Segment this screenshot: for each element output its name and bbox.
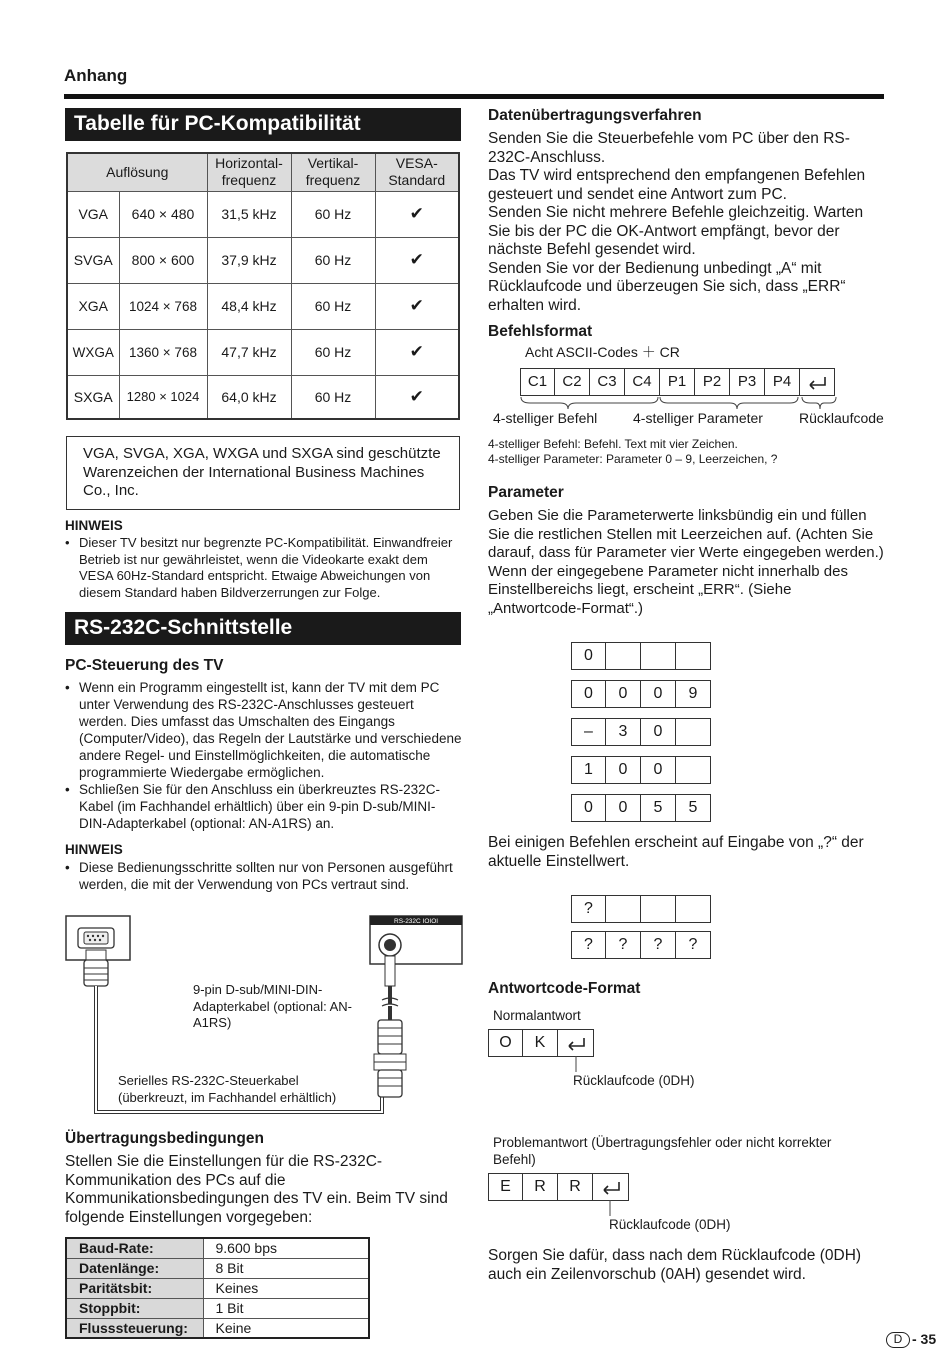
check-icon: ✔	[375, 191, 459, 237]
table-row: Stoppbit: 1 Bit	[66, 1298, 369, 1318]
list-item: • Wenn ein Programm eingestellt ist, kann der TV mit dem PC unter Verwendung des RS-232C-Anschlusses gesteuert werden. Dies umfasst das Umschalten des Eingangs (Computer/Video), das Regeln der Lautstärke und verschiedene andere Regel- und Einstellmöglichkeiten, die automatische programmierte Wiedergabe ermöglichen.	[64, 679, 462, 781]
param-example: 0 0 0 9	[571, 680, 711, 708]
note-title: HINWEIS	[65, 842, 123, 857]
return-label: Rücklaufcode	[799, 410, 884, 426]
format-caption: Acht ASCII-Codes ＋ CR	[525, 344, 680, 360]
rs232-title: RS-232C-Schnittstelle	[65, 612, 461, 645]
pc-control-heading: PC-Steuerung des TV	[65, 657, 224, 674]
trademark-box: VGA, SVGA, XGA, WXGA und SXGA sind geschützte Warenzeichen der International Business Machines Co., Inc.	[66, 436, 460, 510]
format-heading: Befehlsformat	[488, 323, 593, 340]
return-icon	[593, 1173, 629, 1201]
compat-table	[66, 152, 460, 420]
normal-response: O K	[488, 1029, 594, 1057]
problem-return-label: Rücklaufcode (0DH)	[609, 1217, 731, 1232]
check-icon: ✔	[375, 237, 459, 283]
response-heading: Antwortcode-Format	[488, 980, 641, 997]
table-row: WXGA 1360 × 768 47,7 kHz 60 Hz ✔	[67, 329, 459, 375]
param-example: 0 0 5 5	[571, 794, 711, 822]
parameter-text: Geben Sie die Parameterwerte linksbündig ein und füllen Sie die restlichen Stellen mit Leerzeichen auf. (Achten Sie darauf, dass für Parameter vier Werte eingegeben werden.) Wenn der eingegebene Parameter nicht innerhalb des Einstellbereichs liegt, erscheint „ERR“. (Siehe „Antwortcode-Format“.)	[488, 507, 884, 617]
check-icon: ✔	[375, 375, 459, 419]
param-example: 0	[571, 642, 711, 670]
return-icon	[800, 368, 835, 396]
param-label: 4-stelliger Parameter	[633, 410, 763, 426]
pointer-line	[570, 1056, 590, 1074]
transfer-text: Senden Sie die Steuerbefehle vom PC über den RS-232C-Anschluss. Das TV wird entsprechend den empfangenen Befehlen gesteuert und sendet eine Antwort zum PC. Senden Sie nicht mehrere Befehle gleichzeitig. Warten Sie bis der PC die OK-Antwort empfängt, bevor der nächste Befehl gesendet wird. Senden Sie vor der Bedienung unbedingt „A“ mit Rücklaufcode und überzeugen Sie sich, dass „ERR“ erhalten wird.	[488, 130, 866, 314]
list-item: • Diese Bedienungsschritte sollten nur von Personen ausgeführt werden, die mit der Verwendung von PCs vertraut sind.	[64, 859, 459, 893]
compat-note	[64, 535, 464, 601]
problem-response: E R R	[488, 1173, 629, 1201]
check-icon: ✔	[375, 329, 459, 375]
page-number: - 35	[912, 1331, 937, 1347]
list-item: • Dieser TV besitzt nur begrenzte PC-Kompatibilität. Einwandfreier Betrieb ist nur gewährleistet, wenn die Videokarte exakt dem VESA 60Hz-Standard entspricht. Etwaige Abweichungen von diesem Standard haben Bildverzerrungen zur Folge.	[64, 535, 464, 601]
compat-title: Tabelle für PC-Kompatibilität	[65, 108, 461, 141]
rs232-note	[64, 859, 459, 893]
format-notes: 4-stelliger Befehl: Befehl. Text mit vier Zeichen. 4-stelliger Parameter: Parameter 0 – 9, Leerzeichen, ?	[488, 437, 778, 466]
settings-table	[65, 1237, 370, 1339]
return-icon	[558, 1029, 594, 1057]
note-title: HINWEIS	[65, 518, 123, 533]
list-item: • Schließen Sie für den Anschluss ein überkreuztes RS-232C-Kabel (im Fachhandel erhältlich) über ein 9-pin D-sub/MINI-DIN-Adapterkabel (optional: AN-A1RS) an.	[64, 781, 462, 832]
port-label: RS-232C IOIOI	[394, 918, 439, 925]
table-row: SXGA 1280 × 1024 64,0 kHz 60 Hz ✔	[67, 375, 459, 419]
table-row: VGA 640 × 480 31,5 kHz 60 Hz ✔	[67, 191, 459, 237]
normal-label: Normalantwort	[493, 1008, 581, 1023]
parameter-heading: Parameter	[488, 484, 564, 501]
col-horizontal: Horizontal- frequenz	[207, 153, 291, 191]
language-badge: D	[886, 1332, 910, 1348]
table-row: Datenlänge: 8 Bit	[66, 1258, 369, 1278]
command-format-cells: C1 C2 C3 C4 P1 P2 P3 P4	[520, 368, 835, 396]
normal-return-label: Rücklaufcode (0DH)	[573, 1073, 695, 1088]
header-rule	[64, 94, 884, 99]
query-example: ?	[571, 895, 711, 923]
pc-control-list	[64, 679, 462, 832]
pointer-line	[604, 1200, 624, 1218]
table-row: Flusssteuerung: Keine	[66, 1318, 369, 1338]
param-example: – 3 0	[571, 718, 711, 746]
query-example: ? ? ? ?	[571, 931, 711, 959]
col-vertical: Vertikal- frequenz	[291, 153, 375, 191]
check-icon: ✔	[375, 283, 459, 329]
col-vesa: VESA- Standard	[375, 153, 459, 191]
closing-text: Sorgen Sie dafür, dass nach dem Rücklaufcode (0DH) auch ein Zeilenvorschub (0AH) gesendet wird.	[488, 1247, 862, 1283]
table-row: XGA 1024 × 768 48,4 kHz 60 Hz ✔	[67, 283, 459, 329]
col-resolution: Auflösung	[67, 153, 207, 191]
problem-label: Problemantwort (Übertragungsfehler oder nicht korrekter Befehl)	[493, 1135, 832, 1167]
cmd-label: 4-stelliger Befehl	[493, 410, 598, 426]
conditions-heading: Übertragungsbedingungen	[65, 1130, 264, 1147]
table-row: Baud-Rate: 9.600 bps	[66, 1238, 369, 1258]
cable-label: Serielles RS-232C-Steuerkabel (überkreuzt, im Fachhandel erhältlich)	[118, 1073, 337, 1105]
transfer-heading: Datenübertragungsverfahren	[488, 107, 702, 124]
param-example: 1 0 0	[571, 756, 711, 784]
adapter-label: 9-pin D-sub/MINI-DIN-Adapterkabel (optional: AN-A1RS)	[193, 982, 352, 1030]
conditions-text: Stellen Sie die Einstellungen für die RS-232C-Kommunikation des PCs auf die Kommunikationsbedingungen des TV ein. Beim TV sind folgende Einstellungen vorgegeben:	[65, 1153, 448, 1226]
section-label: Anhang	[64, 66, 128, 85]
table-row: Paritätsbit: Keines	[66, 1278, 369, 1298]
table-row: SVGA 800 × 600 37,9 kHz 60 Hz ✔	[67, 237, 459, 283]
query-text: Bei einigen Befehlen erscheint auf Eingabe von „?“ der aktuelle Einstellwert.	[488, 834, 864, 870]
